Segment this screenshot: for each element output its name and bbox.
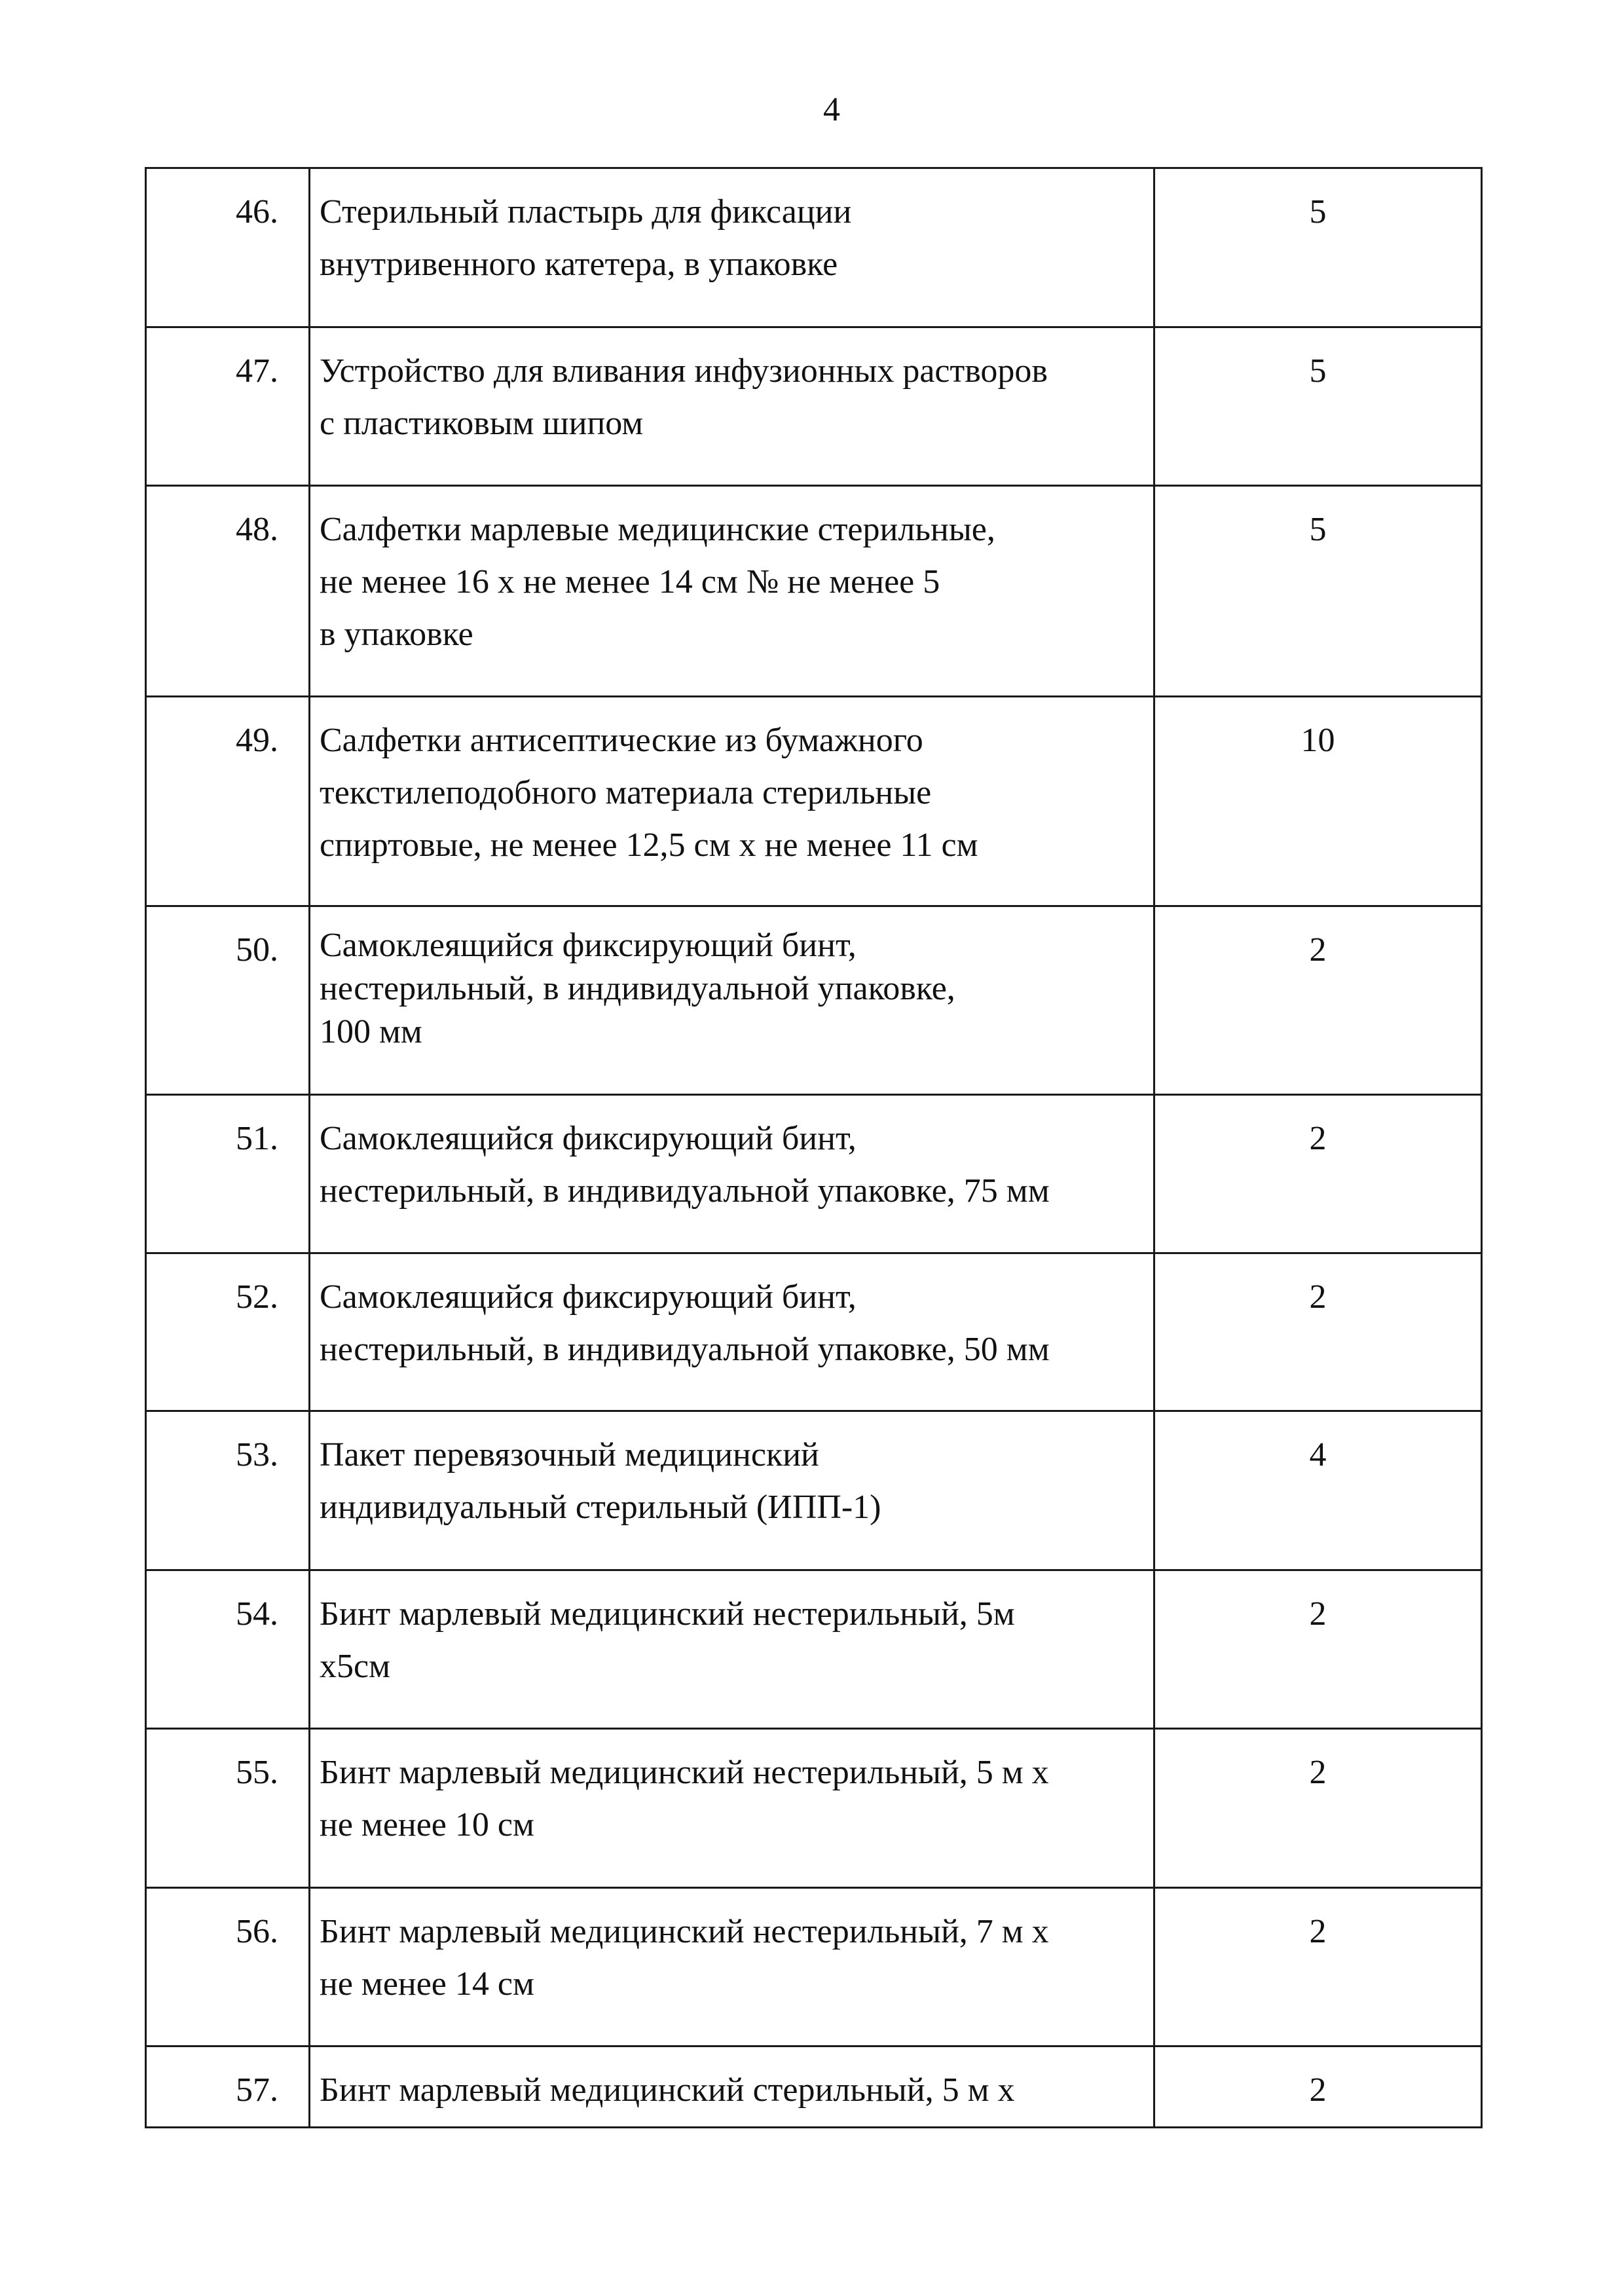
- table-row: [146, 697, 1482, 906]
- table-row: [146, 1253, 1482, 1411]
- item-quantity: 5: [1154, 486, 1482, 697]
- row-number: 48.: [146, 486, 310, 697]
- row-number: 53.: [146, 1411, 310, 1570]
- item-quantity: 5: [1154, 327, 1482, 486]
- item-quantity: 5: [1154, 168, 1482, 327]
- row-number: 46.: [146, 168, 310, 327]
- item-quantity: 4: [1154, 1411, 1482, 1570]
- item-name: Бинт марлевый медицинский нестерильный, 5 м х не менее 10 см: [310, 1729, 1154, 1888]
- item-quantity: 2: [1154, 1095, 1482, 1253]
- table-row: [146, 168, 1482, 327]
- item-name: Бинт марлевый медицинский нестерильный, 7 м х не менее 14 см: [310, 1888, 1154, 2046]
- item-name: Самоклеящийся фиксирующий бинт, нестерильный, в индивидуальной упаковке, 100 мм: [310, 906, 1154, 1095]
- table-row: [146, 1411, 1482, 1570]
- item-quantity: 2: [1154, 2046, 1482, 2128]
- item-name: Пакет перевязочный медицинский индивидуальный стерильный (ИПП-1): [310, 1411, 1154, 1570]
- table-row: [146, 327, 1482, 486]
- row-number: 49.: [146, 697, 310, 906]
- items-table: [145, 167, 1483, 2128]
- item-name: Бинт марлевый медицинский нестерильный, 5м х5см: [310, 1570, 1154, 1729]
- row-number: 55.: [146, 1729, 310, 1888]
- table-row: [146, 486, 1482, 697]
- table-row: [146, 1570, 1482, 1729]
- row-number: 51.: [146, 1095, 310, 1253]
- item-name: Салфетки марлевые медицинские стерильные, не менее 16 х не менее 14 см № не менее 5 в упаковке: [310, 486, 1154, 697]
- item-quantity: 2: [1154, 1253, 1482, 1411]
- table-row: [146, 2046, 1482, 2128]
- item-name: Стерильный пластырь для фиксации внутривенного катетера, в упаковке: [310, 168, 1154, 327]
- item-quantity: 2: [1154, 906, 1482, 1095]
- item-quantity: 10: [1154, 697, 1482, 906]
- table-row: [146, 906, 1482, 1095]
- page-number: 4: [823, 91, 840, 128]
- row-number: 47.: [146, 327, 310, 486]
- item-name: Устройство для вливания инфузионных растворов с пластиковым шипом: [310, 327, 1154, 486]
- row-number: 57.: [146, 2046, 310, 2128]
- table-row: [146, 1729, 1482, 1888]
- item-quantity: 2: [1154, 1729, 1482, 1888]
- item-name: Самоклеящийся фиксирующий бинт, нестерильный, в индивидуальной упаковке, 50 мм: [310, 1253, 1154, 1411]
- table-row: [146, 1888, 1482, 2046]
- row-number: 56.: [146, 1888, 310, 2046]
- row-number: 54.: [146, 1570, 310, 1729]
- item-quantity: 2: [1154, 1888, 1482, 2046]
- item-name: Салфетки антисептические из бумажного текстилеподобного материала стерильные спиртовые, не менее 12,5 см х не менее 11 см: [310, 697, 1154, 906]
- item-name: Бинт марлевый медицинский стерильный, 5 м х: [310, 2046, 1154, 2128]
- row-number: 50.: [146, 906, 310, 1095]
- item-name: Самоклеящийся фиксирующий бинт, нестерильный, в индивидуальной упаковке, 75 мм: [310, 1095, 1154, 1253]
- item-quantity: 2: [1154, 1570, 1482, 1729]
- table-row: [146, 1095, 1482, 1253]
- row-number: 52.: [146, 1253, 310, 1411]
